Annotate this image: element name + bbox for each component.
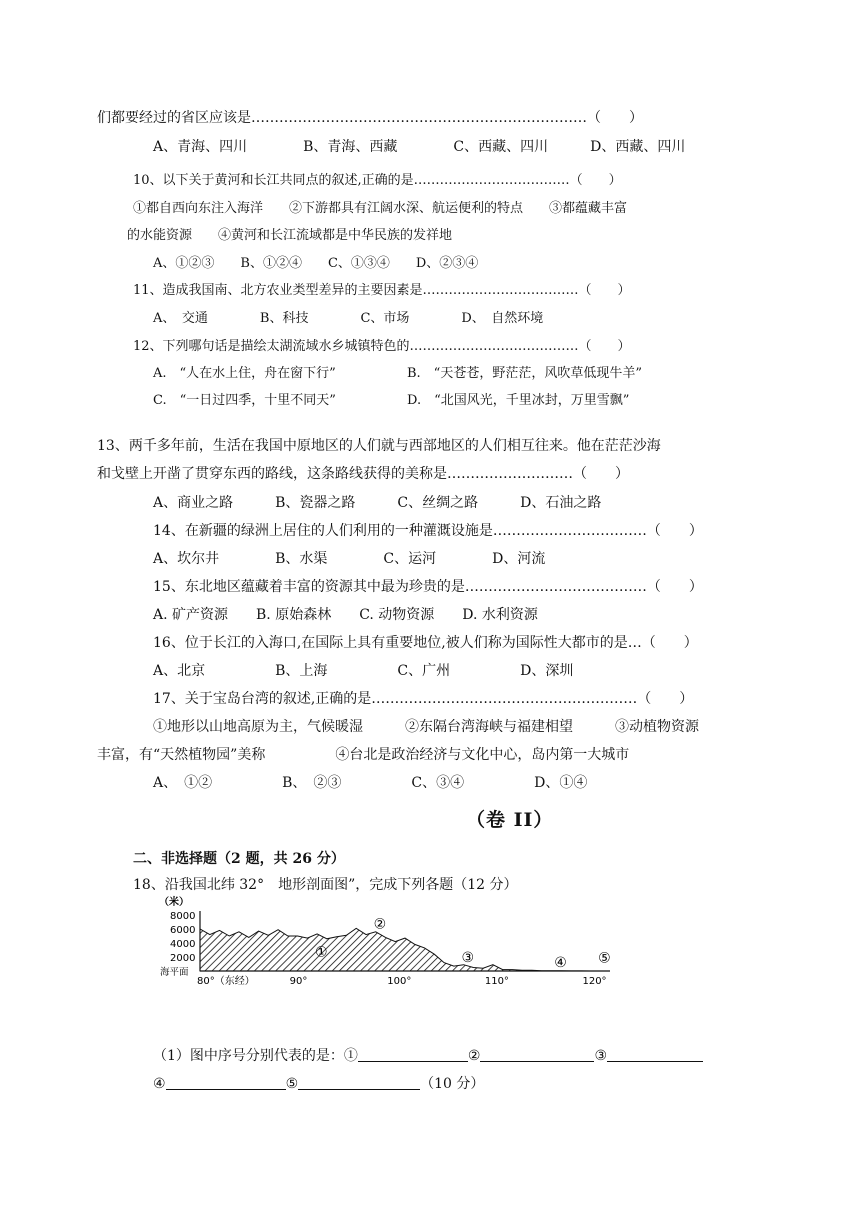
answer-blank-5[interactable] bbox=[298, 1075, 420, 1090]
profile-marker-5: ⑤ bbox=[598, 950, 611, 967]
q10-stem-line3: 的水能资源 ④黄河和长江流域都是中华民族的发祥地 bbox=[127, 228, 453, 243]
q10-options: A、①②③ B、①②④ C、①③④ D、②③④ bbox=[153, 256, 479, 271]
q14-stem: 14、在新疆的绿洲上居住的人们利用的一种灌溉设施是……………………………（ ） bbox=[153, 523, 703, 539]
x-tick-label: 80°（东经） bbox=[197, 976, 255, 987]
profile-marker-3: ③ bbox=[461, 950, 475, 966]
q18-stem: 18、沿我国北纬 32° 地形剖面图”，完成下列各题（12 分） bbox=[133, 877, 518, 893]
q13-stem: 13、两千多年前，生活在我国中原地区的人们就与西部地区的人们相互往来。他在茫茫沙海 bbox=[97, 438, 661, 454]
q17-options: A、 ①② B、 ②③ C、③④ D、①④ bbox=[153, 775, 588, 791]
y-tick-label: 8000 bbox=[170, 911, 196, 922]
q13-stem-line2: 和戈壁上开凿了贯穿东西的路线，这条路线获得的美称是………………………（ ） bbox=[97, 466, 629, 482]
q14-options: A、坎尔井 B、水渠 C、运河 D、河流 bbox=[153, 551, 546, 567]
x-tick-label: 120° bbox=[582, 976, 607, 987]
q17-stem-line2: ①地形以山地高原为主，气候暖湿 ②东隔台湾海峡与福建相望 ③动植物资源 bbox=[153, 719, 699, 735]
q16-stem: 16、位于长江的入海口,在国际上具有重要地位,被人们称为国际性大都市的是…（ ） bbox=[153, 635, 698, 651]
q18-sub1-prefix: （1）图中序号分别代表的是： bbox=[153, 1048, 344, 1064]
y-tick-label: 4000 bbox=[170, 939, 196, 950]
blank-label-1: ① bbox=[343, 1048, 358, 1064]
blank-label-5: ⑤ bbox=[285, 1076, 299, 1092]
q17-stem-line3: 丰富，有“天然植物园”美称 ④台北是政治经济与文化中心，岛内第一大城市 bbox=[97, 747, 630, 763]
profile-marker-4: ④ bbox=[554, 954, 567, 971]
blank-label-3: ③ bbox=[594, 1048, 608, 1064]
q10-stem: 10、以下关于黄河和长江共同点的叙述,正确的是………………………………（ ） bbox=[133, 173, 622, 188]
q12-option-b: B. “天苍苍，野茫茫，风吹草低现牛羊” bbox=[407, 366, 642, 381]
q12-option-d: D. “北国风光，千里冰封，万里雪飘” bbox=[407, 393, 630, 408]
answer-blank-3[interactable] bbox=[607, 1047, 703, 1062]
y-tick-label: 6000 bbox=[170, 925, 196, 936]
q15-stem: 15、东北地区蕴藏着丰富的资源其中最为珍贵的是…………………………………（ ） bbox=[153, 579, 703, 595]
q18-sub1-line2 bbox=[153, 1075, 484, 1093]
q9-options: A、青海、四川 B、青海、西藏 C、西藏、四川 D、西藏、四川 bbox=[153, 139, 686, 155]
answer-blank-1[interactable] bbox=[358, 1047, 468, 1062]
terrain-area bbox=[200, 928, 605, 971]
y-axis-unit: （米） bbox=[159, 897, 189, 908]
q15-options: A. 矿产资源 B. 原始森林 C. 动物资源 D. 水利资源 bbox=[153, 607, 538, 623]
x-tick-label: 100° bbox=[387, 976, 412, 987]
q12-option-c: C. “一日过四季，十里不同天” bbox=[153, 393, 336, 408]
x-tick-label: 90° bbox=[289, 976, 308, 987]
q12-stem: 12、下列哪句话是描绘太湖流域水乡城镇特色的…………………………………（ ） bbox=[133, 339, 631, 354]
q13-options: A、商业之路 B、瓷器之路 C、丝绸之路 D、石油之路 bbox=[153, 495, 602, 511]
section-title: （卷 II） bbox=[466, 809, 554, 831]
profile-marker-2: ② bbox=[373, 916, 387, 933]
x-tick-label: 110° bbox=[484, 976, 509, 987]
q18-sub1-points: （10 分） bbox=[420, 1076, 485, 1092]
q17-stem: 17、关于宝岛台湾的叙述,正确的是…………………………………………………（ ） bbox=[153, 691, 694, 707]
answer-blank-4[interactable] bbox=[166, 1075, 286, 1090]
blank-label-2: ② bbox=[467, 1048, 481, 1064]
y-tick-label: 海平面 bbox=[160, 967, 189, 978]
answer-blank-2[interactable] bbox=[480, 1047, 594, 1062]
terrain-profile-chart bbox=[155, 893, 625, 993]
section-heading: 二、非选择题（2 题，共 26 分） bbox=[133, 851, 345, 867]
q18-sub1 bbox=[153, 1047, 703, 1065]
q16-options: A、北京 B、上海 C、广州 D、深圳 bbox=[153, 663, 574, 679]
q9-stem-tail: 们都要经过的省区应该是………………………………………………………………（ ） bbox=[97, 110, 643, 126]
q12-option-a: A. “人在水上住，舟在窗下行” bbox=[153, 366, 336, 381]
q11-stem: 11、造成我国南、北方农业类型差异的主要因素是………………………………（ ） bbox=[133, 283, 631, 298]
q11-options: A、 交通 B、科技 C、市场 D、 自然环境 bbox=[153, 311, 544, 326]
y-tick-label: 2000 bbox=[170, 953, 196, 964]
profile-marker-1: ① bbox=[315, 944, 328, 961]
blank-label-4: ④ bbox=[153, 1076, 166, 1092]
q10-stem-line2: ①都自西向东注入海洋 ②下游都具有江阔水深、航运便利的特点 ③都蕴藏丰富 bbox=[133, 201, 628, 216]
